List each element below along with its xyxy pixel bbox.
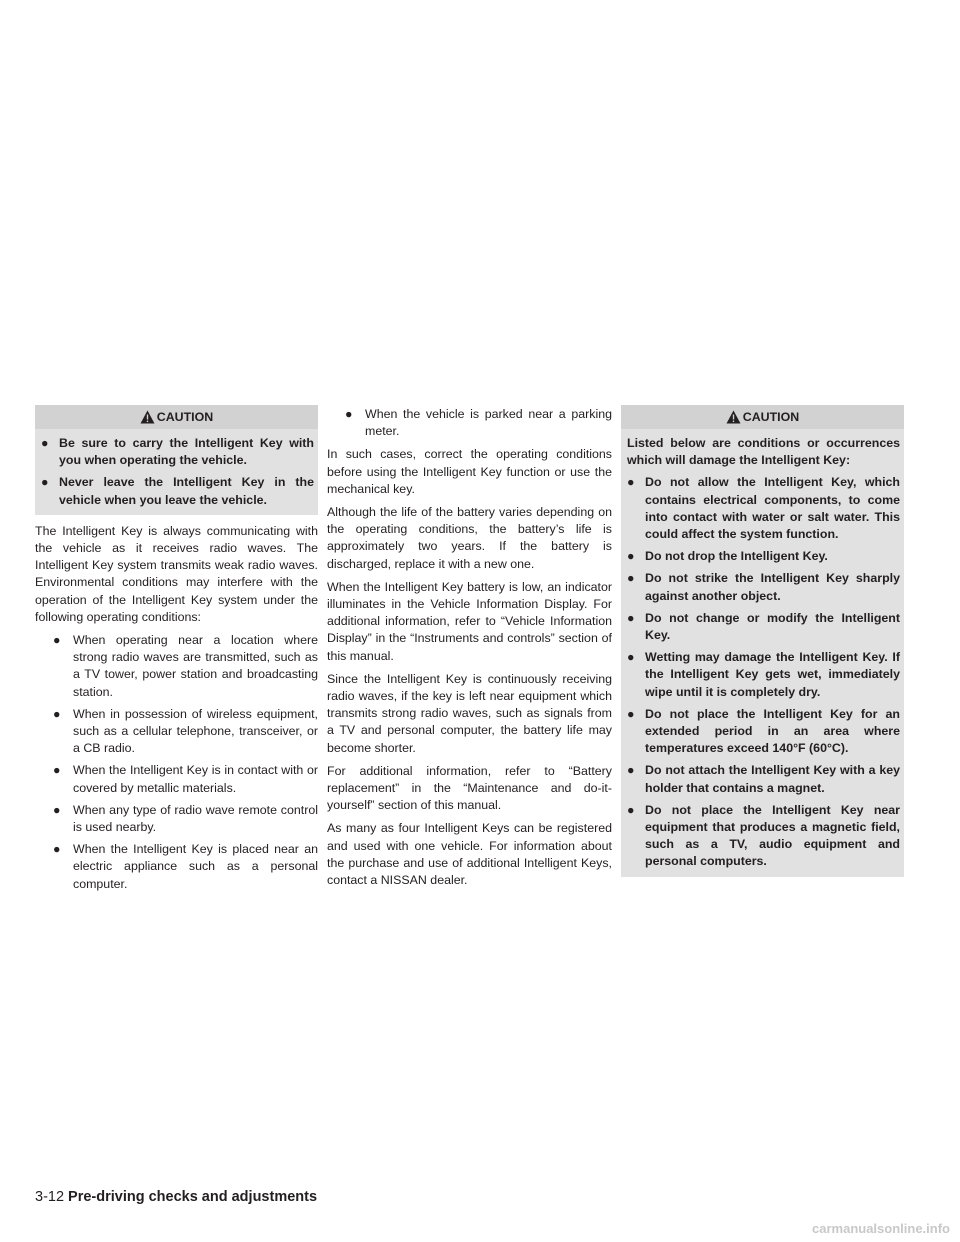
list-item: ● Do not attach the Intelligent Key with a key holder that contains a magnet.: [627, 763, 900, 795]
paragraph: In such cases, correct the operating conditions before using the Intelligent Key function or use the mechanical key.: [327, 447, 612, 496]
bullet-icon: ●: [345, 407, 353, 421]
caution-box-carry: [35, 405, 318, 515]
caution-heading: [35, 405, 318, 429]
conditions-list: [35, 632, 318, 893]
intro-paragraph: The Intelligent Key is always communicating with the vehicle as it receives radio waves. The Intelligent Key system transmits weak radio waves. Environmental conditions may interfere with the operation of the Intelligent Key system under the following operating conditions:: [35, 523, 318, 624]
caution-heading: [621, 405, 904, 429]
list-item: ● When the vehicle is parked near a parking meter.: [345, 407, 612, 439]
list-item: ● Do not place the Intelligent Key near equipment that produces a magnetic field, such as a TV, audio equipment and personal computers.: [627, 802, 900, 869]
bullet-icon: ●: [627, 475, 635, 490]
bullet-icon: ●: [53, 802, 61, 817]
list-item: ● Be sure to carry the Intelligent Key with you when operating the vehicle.: [41, 436, 314, 468]
bullet-icon: ●: [627, 650, 635, 665]
list-item: ● Wetting may damage the Intelligent Key. If the Intelligent Key gets wet, immediately wipe until it is completely dry.: [627, 650, 900, 699]
bullet-icon: ●: [627, 571, 635, 586]
caution-body: [621, 429, 904, 877]
bullet-icon: ●: [53, 842, 61, 857]
bullet-icon: ●: [41, 436, 49, 450]
paragraph: For additional information, refer to “Battery replacement” in the “Maintenance and do-it-yourself” section of this manual.: [327, 763, 612, 813]
caution-box-damage: [621, 405, 904, 877]
list-item: ● Do not allow the Intelligent Key, which contains electrical components, to come into contact with water or salt water. This could affect the system function.: [627, 475, 900, 542]
caution-body: [35, 429, 318, 515]
caution-heading-text: CAUTION: [156, 410, 214, 424]
bullet-icon: ●: [627, 763, 635, 778]
column-right: [621, 405, 904, 877]
bullet-icon: ●: [627, 802, 635, 817]
list-item: ● Do not drop the Intelligent Key.: [627, 548, 900, 565]
list-item: ● Never leave the Intelligent Key in the vehicle when you leave the vehicle.: [41, 475, 314, 507]
paragraph: Since the Intelligent Key is continuously receiving radio waves, if the key is left near equipment which transmits strong radio waves, such as signals from a TV and personal computer, the battery life may become shorter.: [327, 671, 612, 755]
warning-icon: [140, 410, 155, 424]
caution-heading-text: CAUTION: [742, 410, 800, 424]
column-middle: [327, 406, 612, 895]
paragraph: As many as four Intelligent Keys can be registered and used with one vehicle. For information about the purchase and use of additional Intelligent Keys, contact a NISSAN dealer.: [327, 821, 612, 888]
list-item: ● When the Intelligent Key is placed near an electric appliance such as a personal computer.: [53, 842, 318, 891]
bullet-icon: ●: [627, 610, 635, 625]
paragraph: Although the life of the battery varies depending on the operating conditions, the battery’s life is approximately two years. If the battery is discharged, replace it with a new one.: [327, 505, 612, 571]
caution-list: [41, 435, 314, 509]
caution-intro: Listed below are conditions or occurrences which will damage the Intelligent Key:: [627, 436, 900, 468]
bullet-icon: ●: [627, 706, 635, 721]
bullet-icon: ●: [53, 706, 61, 721]
list-item: ● When operating near a location where strong radio waves are transmitted, such as a TV tower, power station and broadcasting station.: [53, 633, 318, 699]
column-left: [35, 405, 318, 893]
list-item: ● Do not change or modify the Intelligent Key.: [627, 610, 900, 643]
section-title: Pre-driving checks and adjustments: [68, 1189, 318, 1205]
page-number: 3-12: [35, 1189, 65, 1205]
warning-icon: [726, 410, 741, 424]
list-item: ● Do not strike the Intelligent Key sharply against another object.: [627, 571, 900, 603]
bullet-icon: ●: [627, 549, 635, 564]
conditions-list-continued: [327, 406, 612, 440]
watermark-text: carmanualsonline.info: [812, 1221, 950, 1236]
bullet-icon: ●: [53, 763, 61, 778]
bullet-icon: ●: [53, 633, 61, 648]
list-item: ● When any type of radio wave remote control is used nearby.: [53, 802, 318, 835]
page-footer: [35, 1188, 317, 1206]
caution-list: [627, 474, 900, 870]
list-item: ● When in possession of wireless equipment, such as a cellular telephone, transceiver, or a CB radio.: [53, 706, 318, 756]
paragraph: When the Intelligent Key battery is low, an indicator illuminates in the Vehicle Information Display. For additional information, refer to “Vehicle Information Display” in the “Instruments and controls” section of this manual.: [327, 579, 612, 663]
list-item: ● When the Intelligent Key is in contact with or covered by metallic materials.: [53, 763, 318, 795]
list-item: ● Do not place the Intelligent Key for an extended period in an area where temperatures exceed 140°F (60°C).: [627, 706, 900, 756]
bullet-icon: ●: [41, 475, 49, 490]
